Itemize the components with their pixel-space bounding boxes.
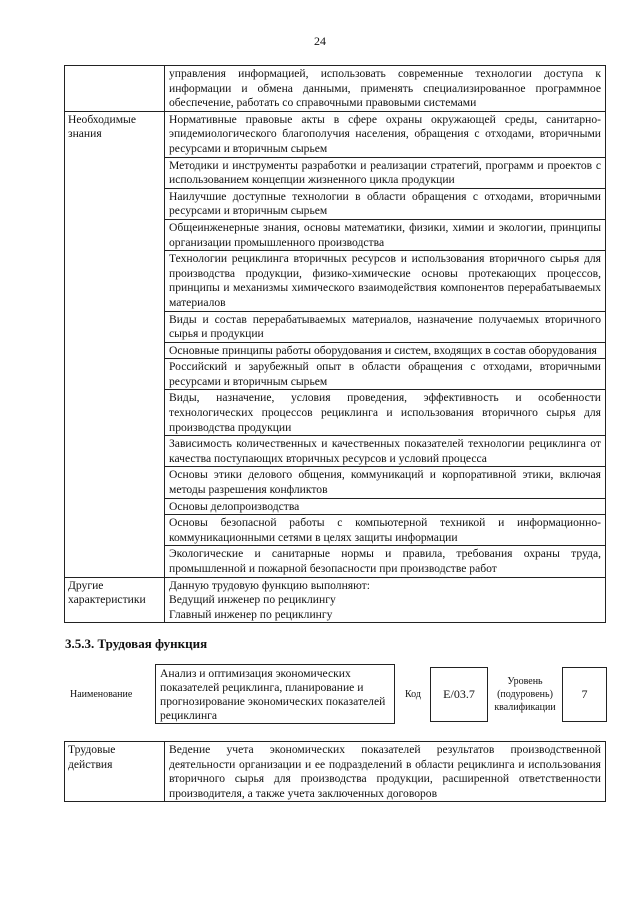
table-cell: Ведение учета экономических показателей результатов производственной деятельности организации и ее подразделений в области рециклинга и использования вторичного сырья для производства продукции, расширенной ответственности производителя, а также учета заключенных договоров (165, 742, 606, 802)
table-cell: управления информацией, использовать современные технологии доступа к информации и обмена данными, применять специализированное программное обеспечение, работать со справочными правовыми системами (165, 66, 606, 112)
table-cell: Основы делопроизводства (165, 498, 606, 515)
cell-line: Данную трудовую функцию выполняют: (169, 578, 370, 592)
table-cell: Нормативные правовые акты в сфере охраны окружающей среды, санитарно-эпидемиологического благополучия населения, обращения с отходами, вторичными ресурсами и вторичным сырьем (165, 111, 606, 157)
table-row (65, 111, 606, 157)
qualification-level-label: Уровень (подуровень) квалификации (494, 676, 556, 713)
table-row (65, 577, 606, 623)
cell-line: Главный инженер по рециклингу (169, 607, 333, 621)
table-cell: Виды и состав перерабатываемых материалов, назначение получаемых вторичного сырья и продукции (165, 311, 606, 342)
function-name-box: Анализ и оптимизация экономических показателей рециклинга, планирование и прогнозирование экономических показателей рециклинга (155, 664, 395, 724)
code-label: Код (405, 689, 421, 700)
competency-table (64, 65, 606, 623)
table-cell: Технологии рециклинга вторичных ресурсов и использования вторичного сырья для производства продукции, физико-химические основы протекающих процессов, принципы и механизмы химического взаимодействия компонентов перерабатываемых материалов (165, 251, 606, 311)
table-cell: Виды, назначение, условия проведения, эффективность и особенности технологических процессов рециклинга и использования вторичного сырья для производства продукции (165, 390, 606, 436)
page-number: 24 (314, 34, 326, 48)
row-label-labor-actions: Трудовые действия (65, 742, 165, 802)
table-row (65, 66, 606, 112)
section-title: 3.5.3. Трудовая функция (65, 636, 208, 651)
row-label (65, 66, 165, 112)
table-cell: Наилучшие доступные технологии в области обращения с отходами, вторичными ресурсами и вторичным сырьем (165, 188, 606, 219)
labor-actions-table (64, 741, 606, 802)
row-label-required-knowledge: Необходимые знания (65, 111, 165, 577)
table-cell (165, 577, 606, 623)
function-code-box: E/03.7 (430, 667, 488, 722)
table-cell: Методики и инструменты разработки и реализации стратегий, программ и проектов с использованием концепции жизненного цикла продукции (165, 157, 606, 188)
table-cell: Общеинженерные знания, основы математики, физики, химии и экологии, принципы организации промышленного производства (165, 219, 606, 250)
row-label-other-characteristics: Другие характеристики (65, 577, 165, 623)
table-row (65, 742, 606, 802)
cell-line: Ведущий инженер по рециклингу (169, 593, 336, 607)
table-cell: Российский и зарубежный опыт в области обращения с отходами, вторичными ресурсами и вторичным сырьем (165, 359, 606, 390)
name-label: Наименование (70, 689, 133, 700)
table-cell: Основные принципы работы оборудования и систем, входящих в состав оборудования (165, 342, 606, 359)
table-cell: Основы безопасной работы с компьютерной техникой и информационно-коммуникационными сетями в целях защиты информации (165, 515, 606, 546)
table-cell: Основы этики делового общения, коммуникаций и корпоративной этики, включая методы разрешения конфликтов (165, 467, 606, 498)
table-cell: Зависимость количественных и качественных показателей технологии рециклинга от качества поступающих вторичных ресурсов и условий процесса (165, 436, 606, 467)
qualification-level-box: 7 (562, 667, 607, 722)
table-cell: Экологические и санитарные нормы и правила, требования охраны труда, промышленной и пожарной безопасности при производстве работ (165, 546, 606, 577)
